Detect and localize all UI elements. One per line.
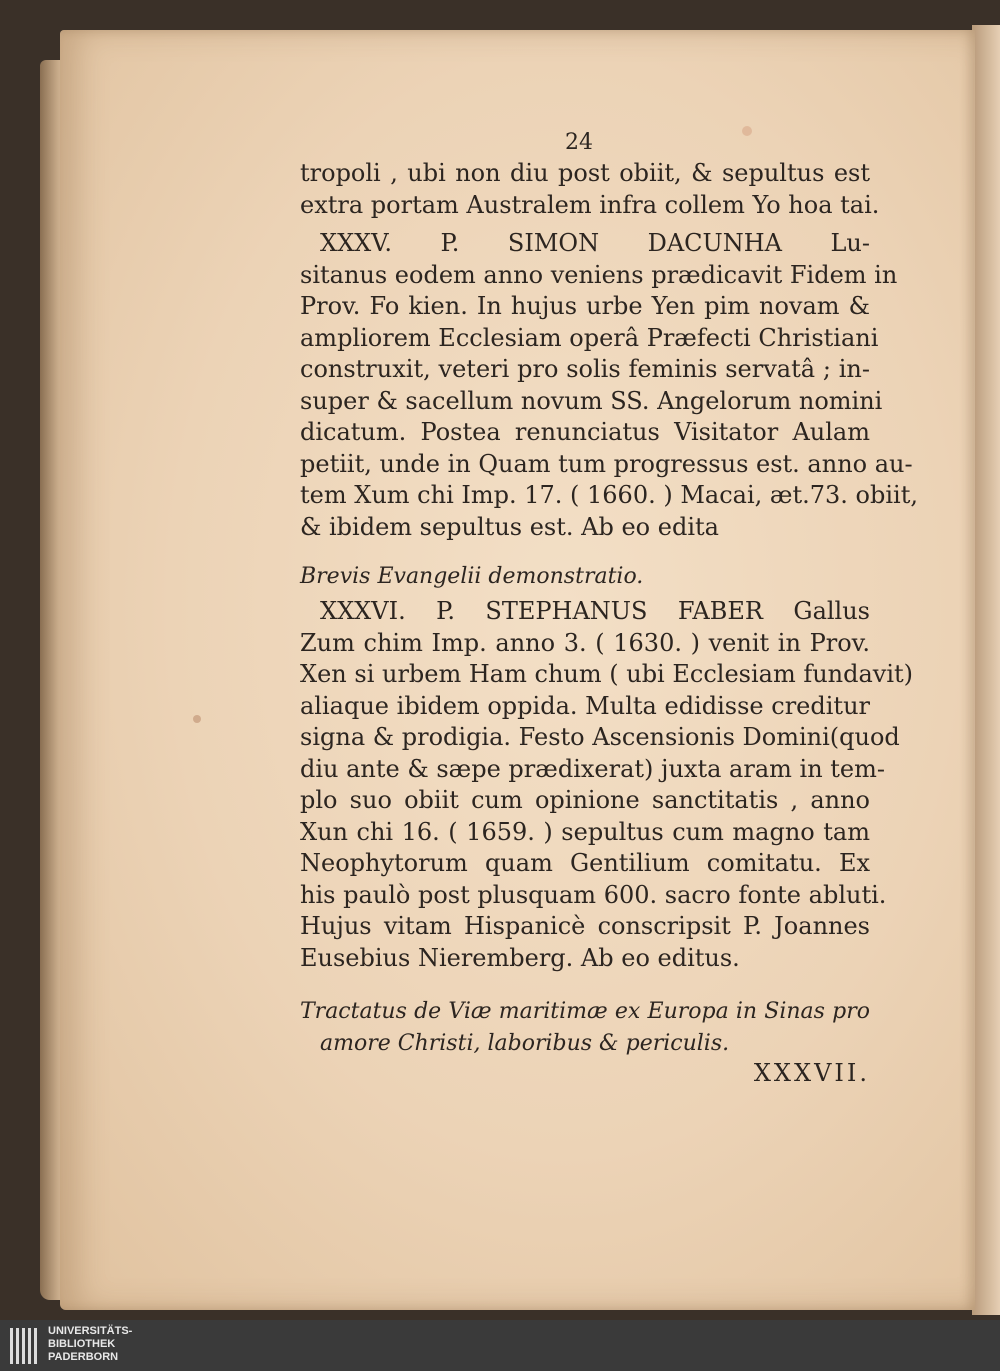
entry-heading-line: XXXVI. P. STEPHANUS FABER Gallus	[320, 597, 870, 625]
text-line: Eusebius Nieremberg. Ab eo editus.	[300, 943, 740, 972]
text-line: his paulò post plusquam 600. sacro fonte abluti.	[300, 880, 887, 909]
text-line: Prov. Fo kien. In hujus urbe Yen pim novam &	[300, 292, 870, 320]
text-line: ampliorem Ecclesiam operâ Præfecti Christiani	[300, 323, 879, 352]
paper-stain	[193, 715, 201, 723]
text-line: Zum chim Imp. anno 3. ( 1630. ) venit in Prov.	[300, 628, 870, 657]
text-line: signa & prodigia. Festo Ascensionis Domini(quod	[300, 723, 900, 751]
entry-heading-line: XXXV. P. SIMON DACUNHA Lu-	[320, 229, 870, 257]
work-title	[300, 561, 870, 593]
library-name-line: BIBLIOTHEK	[48, 1338, 116, 1350]
text-line: tem Xum chi Imp. 17. ( 1660. ) Macai, æt.73. obiit,	[300, 481, 918, 509]
paragraph	[300, 158, 880, 221]
facing-page-edge	[972, 25, 1000, 1315]
library-name	[48, 1325, 132, 1364]
library-name-line: UNIVERSITÄTS-	[48, 1325, 133, 1337]
title-line: amore Christi, laboribus & periculis.	[320, 1030, 730, 1056]
text-line: Xen si urbem Ham chum ( ubi Ecclesiam fundavit)	[300, 660, 914, 688]
text-line: Xun chi 16. ( 1659. ) sepultus cum magno tam	[300, 817, 870, 846]
text-line: & ibidem sepultus est. Ab eo edita	[300, 512, 719, 541]
page-number: 24	[565, 130, 593, 155]
work-title	[300, 996, 870, 1059]
title-line: Brevis Evangelii demonstratio.	[300, 564, 644, 589]
catchword-text: XXXVII.	[753, 1059, 870, 1087]
text-line: dicatum. Postea renunciatus Visitator Aulam	[300, 418, 870, 446]
paper-stain	[742, 126, 752, 136]
text-line: Hujus vitam Hispanicè conscripsit P. Joannes	[300, 912, 870, 940]
catchword	[300, 1058, 870, 1090]
title-line: Tractatus de Viæ maritimæ ex Europa in Sinas pro	[300, 999, 870, 1024]
text-line: plo suo obiit cum opinione sanctitatis , anno	[300, 786, 870, 814]
library-logo-icon	[10, 1328, 40, 1364]
entry-xxxv	[300, 228, 918, 543]
text-line: diu ante & sæpe prædixerat) juxta aram in tem-	[300, 754, 885, 783]
text-line: extra portam Australem infra collem Yo hoa tai.	[300, 190, 880, 219]
text-line: petiit, unde in Quam tum progressus est. anno au-	[300, 449, 913, 478]
text-line: Neophytorum quam Gentilium comitatu. Ex	[300, 849, 870, 877]
text-line: aliaque ibidem oppida. Multa edidisse creditur	[300, 691, 870, 720]
text-line: construxit, veteri pro solis feminis servatâ ; in-	[300, 355, 870, 383]
library-name-line: PADERBORN	[48, 1351, 119, 1363]
entry-xxxvi	[300, 596, 914, 974]
text-line: super & sacellum novum SS. Angelorum nomini	[300, 386, 883, 415]
text-line: sitanus eodem anno veniens prædicavit Fidem in	[300, 260, 898, 289]
text-line: tropoli , ubi non diu post obiit, & sepultus est	[300, 159, 870, 187]
library-footer	[0, 1320, 1000, 1371]
